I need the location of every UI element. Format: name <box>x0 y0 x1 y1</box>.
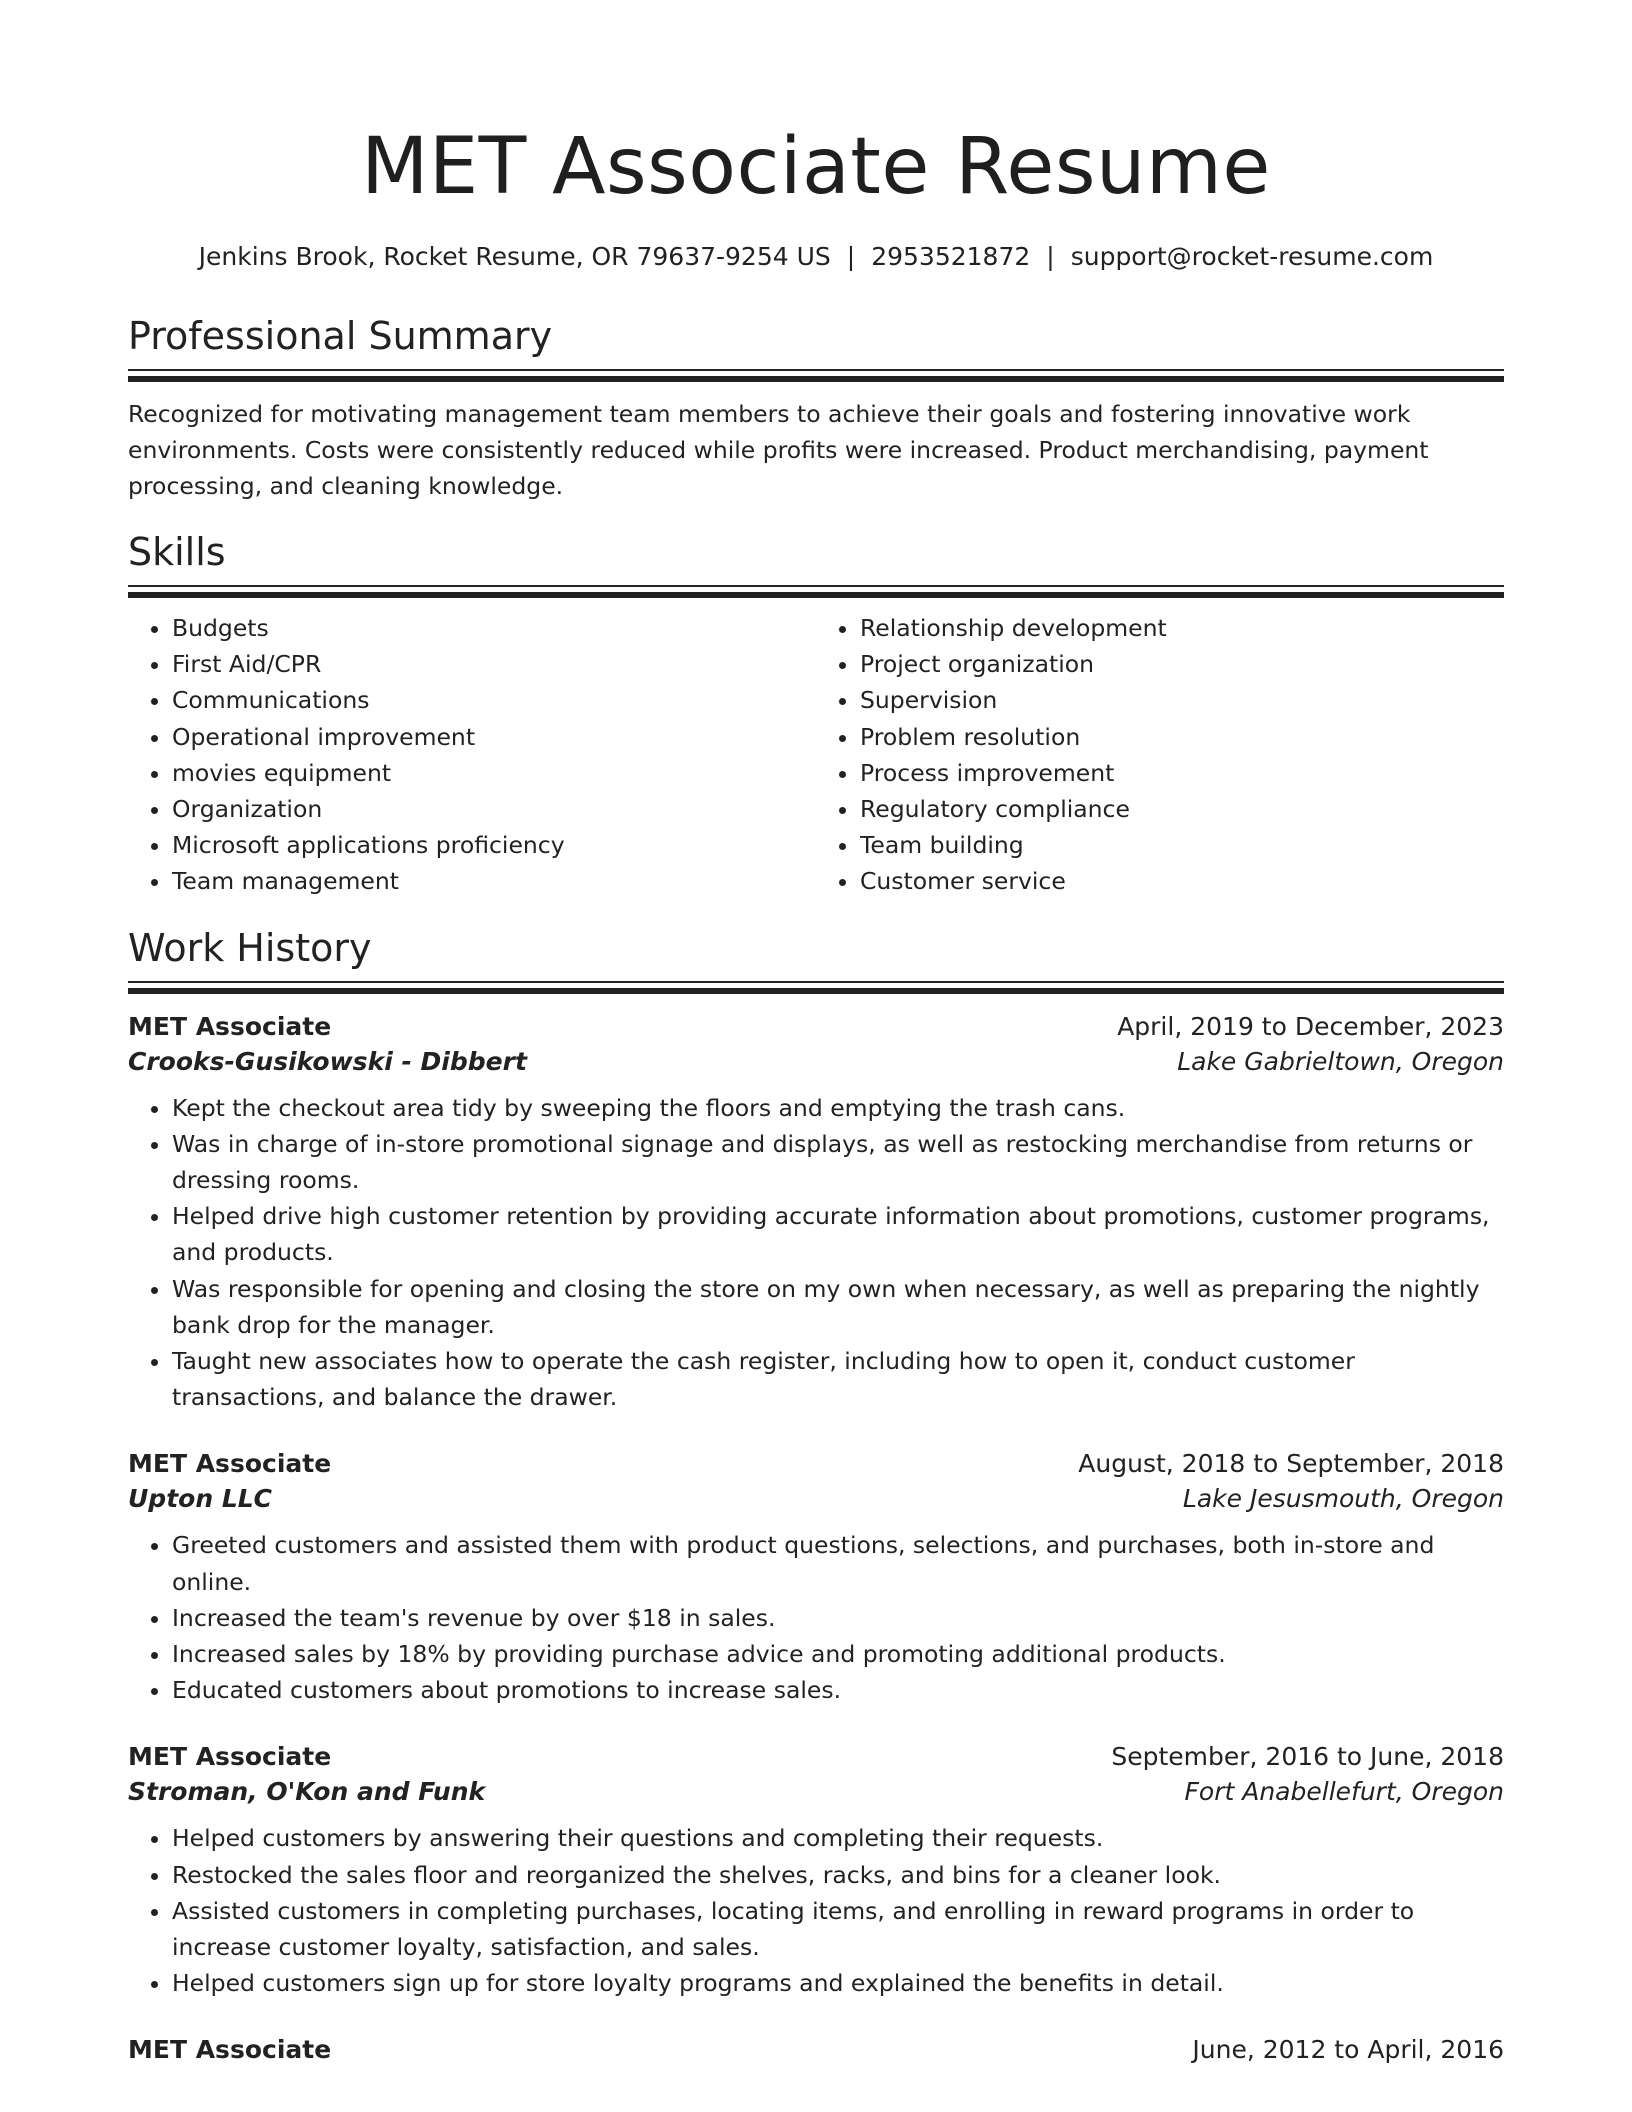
job-dates: June, 2012 to April, 2016 <box>1192 2035 1504 2065</box>
skill-item: • Organization <box>172 791 816 827</box>
job-bullet: • Helped customers by answering their questions and completing their requests. <box>172 1820 1504 1856</box>
job-title: MET Associate <box>128 1011 332 1041</box>
job-header-row <box>128 1742 1504 1771</box>
job-bullets <box>128 1090 1504 1416</box>
skill-item: • Process improvement <box>860 755 1504 791</box>
skills-list-right <box>816 610 1504 900</box>
job-header-row <box>128 1012 1504 1041</box>
contact-separator: | <box>1046 242 1055 271</box>
job-location: Lake Jesusmouth, Oregon <box>1182 1484 1504 1514</box>
summary-section <box>128 312 1504 504</box>
skill-item: • Budgets <box>172 610 816 646</box>
job-entry <box>128 1449 1504 1708</box>
job-bullet: • Helped customers sign up for store loyalty programs and explained the benefits in detail. <box>172 1965 1504 2001</box>
skill-item: • Relationship development <box>860 610 1504 646</box>
job-company-row <box>128 1777 1504 1806</box>
job-bullet: • Restocked the sales floor and reorganized the shelves, racks, and bins for a cleaner look. <box>172 1857 1504 1893</box>
job-title: MET Associate <box>128 1742 332 1772</box>
skill-item: • Customer service <box>860 863 1504 899</box>
job-bullets <box>128 1527 1504 1708</box>
skill-item: • Project organization <box>860 646 1504 682</box>
job-location: Fort Anabellefurt, Oregon <box>1184 1777 1504 1807</box>
job-company-row <box>128 1047 1504 1076</box>
job-bullet: • Increased the team's revenue by over $18 in sales. <box>172 1600 1504 1636</box>
job-dates: April, 2019 to December, 2023 <box>1117 1011 1504 1041</box>
job-bullets <box>128 1820 1504 2001</box>
job-company: Upton LLC <box>128 1484 273 1514</box>
section-divider <box>128 585 1504 598</box>
skill-item: • Operational improvement <box>172 719 816 755</box>
job-company: Crooks-Gusikowski - Dibbert <box>128 1046 527 1076</box>
job-dates: August, 2018 to September, 2018 <box>1078 1449 1504 1479</box>
skill-item: • Team management <box>172 863 816 899</box>
job-bullet: • Helped drive high customer retention by providing accurate information about promotions, customer programs, and products. <box>172 1198 1504 1270</box>
skill-item: • Team building <box>860 827 1504 863</box>
section-divider <box>128 981 1504 994</box>
job-location: Lake Gabrieltown, Oregon <box>1177 1046 1504 1076</box>
contact-email: support@rocket-resume.com <box>1070 242 1434 271</box>
contact-separator: | <box>846 242 856 271</box>
job-bullet: • Taught new associates how to operate the cash register, including how to open it, conduct customer transactions, and balance the drawer. <box>172 1343 1504 1415</box>
section-heading-skills: Skills <box>128 530 226 574</box>
job-company-row <box>128 1484 1504 1513</box>
skill-item: • Supervision <box>860 682 1504 718</box>
job-entry <box>128 2035 1504 2064</box>
job-bullet: • Was responsible for opening and closing the store on my own when necessary, as well as preparing the nightly bank drop for the manager. <box>172 1271 1504 1343</box>
skill-item: • Microsoft applications proficiency <box>172 827 816 863</box>
job-header-row <box>128 1449 1504 1478</box>
skill-item: • Problem resolution <box>860 719 1504 755</box>
job-company: Stroman, O'Kon and Funk <box>128 1777 486 1807</box>
job-bullet: • Educated customers about promotions to increase sales. <box>172 1672 1504 1708</box>
job-entry <box>128 1012 1504 1416</box>
skills-columns <box>128 610 1504 900</box>
job-entry <box>128 1742 1504 2001</box>
skill-item: • movies equipment <box>172 755 816 791</box>
job-bullet: • Was in charge of in-store promotional signage and displays, as well as restocking merchandise from returns or dressing rooms. <box>172 1126 1504 1198</box>
job-bullet: • Greeted customers and assisted them with product questions, selections, and purchases, both in-store and online. <box>172 1527 1504 1599</box>
job-bullet: • Kept the checkout area tidy by sweeping the floors and emptying the trash cans. <box>172 1090 1504 1126</box>
skill-item: • First Aid/CPR <box>172 646 816 682</box>
summary-text: Recognized for motivating management team members to achieve their goals and fostering innovative work environments. Costs were consistently reduced while profits were increased. Product merchandising, payment processing, and cleaning knowledge. <box>128 400 1429 500</box>
job-dates: September, 2016 to June, 2018 <box>1111 1742 1504 1772</box>
section-heading-work-history: Work History <box>128 925 372 970</box>
skills-list-left <box>128 610 816 900</box>
section-heading-summary: Professional Summary <box>128 314 553 358</box>
job-title: MET Associate <box>128 1449 332 1479</box>
skill-item: • Regulatory compliance <box>860 791 1504 827</box>
job-title: MET Associate <box>128 2035 332 2065</box>
section-divider <box>128 369 1504 382</box>
skill-item: • Communications <box>172 682 816 718</box>
contact-address: Jenkins Brook, Rocket Resume, OR 79637-9254 US <box>198 242 831 271</box>
job-bullet: • Assisted customers in completing purchases, locating items, and enrolling in reward programs in order to increase customer loyalty, satisfaction, and sales. <box>172 1893 1504 1965</box>
resume-page <box>128 0 1504 2064</box>
resume-title: MET Associate Resume <box>361 122 1271 212</box>
job-bullet: • Increased sales by 18% by providing purchase advice and promoting additional products. <box>172 1636 1504 1672</box>
skills-section <box>128 528 1504 900</box>
work-history-section <box>128 924 1504 2065</box>
job-header-row <box>128 2035 1504 2064</box>
contact-line <box>128 240 1504 274</box>
contact-phone: 2953521872 <box>871 242 1031 271</box>
